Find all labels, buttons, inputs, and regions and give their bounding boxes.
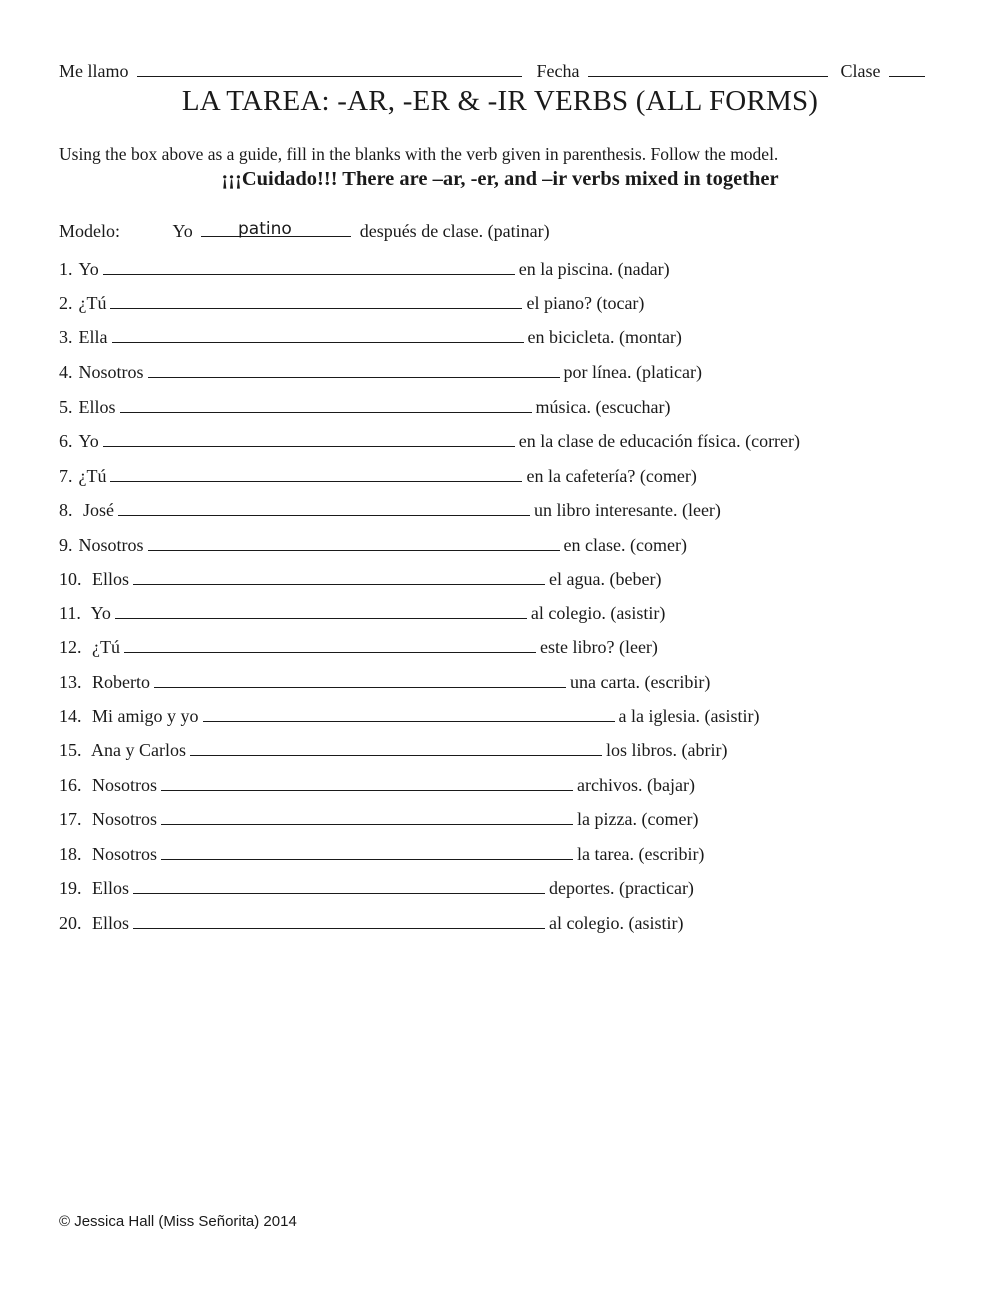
answer-blank[interactable] <box>161 843 573 860</box>
item-subject: Ellos <box>87 878 130 898</box>
item-number: 14. <box>59 706 82 726</box>
item-prompt: la pizza. (comer) <box>577 809 699 829</box>
exercise-item <box>59 534 687 556</box>
answer-blank[interactable] <box>148 534 560 551</box>
answer-blank[interactable] <box>110 292 522 309</box>
exercise-item <box>59 912 683 934</box>
item-number: 16. <box>59 775 82 795</box>
item-subject: Ellos <box>78 397 116 417</box>
name-blank[interactable] <box>137 60 522 77</box>
item-prompt: archivos. (bajar) <box>577 775 695 795</box>
item-prompt: a la iglesia. (asistir) <box>618 706 760 726</box>
exercise-item <box>59 808 698 830</box>
exercise-item <box>59 465 697 487</box>
class-blank[interactable] <box>889 60 925 77</box>
exercise-item <box>59 877 694 899</box>
answer-blank[interactable] <box>124 636 536 653</box>
copyright-footer: © Jessica Hall (Miss Señorita) 2014 <box>59 1213 297 1230</box>
answer-blank[interactable] <box>161 774 573 791</box>
warning-text: ¡¡¡Cuidado!!! There are –ar, -er, and –ir verbs mixed in together <box>221 168 779 190</box>
item-number: 10. <box>59 569 82 589</box>
item-prompt: el piano? (tocar) <box>526 293 645 313</box>
exercise-item <box>59 636 658 658</box>
item-number: 4. <box>59 362 73 382</box>
item-number: 5. <box>59 397 73 417</box>
answer-blank[interactable] <box>112 326 524 343</box>
model-label: Modelo: <box>59 221 120 241</box>
item-number: 1. <box>59 259 73 279</box>
item-subject: Roberto <box>87 672 150 692</box>
exercise-item <box>59 326 682 348</box>
answer-blank[interactable] <box>203 705 615 722</box>
answer-blank[interactable] <box>103 430 515 447</box>
answer-blank[interactable] <box>148 361 560 378</box>
item-subject: Ana y Carlos <box>87 740 186 760</box>
item-number: 17. <box>59 809 82 829</box>
exercise-item <box>59 396 670 418</box>
item-subject: Nosotros <box>87 809 158 829</box>
answer-blank[interactable] <box>133 912 545 929</box>
item-prompt: un libro interesante. (leer) <box>534 500 721 520</box>
answer-blank[interactable] <box>154 671 566 688</box>
item-number: 12. <box>59 637 82 657</box>
item-prompt: en la piscina. (nadar) <box>518 259 670 279</box>
item-number: 15. <box>59 740 82 760</box>
item-number: 9. <box>59 535 73 555</box>
instructions: Using the box above as a guide, fill in the blanks with the verb given in parenthesis. Follow the model. <box>59 144 779 164</box>
class-label: Clase <box>840 61 881 81</box>
item-prompt: los libros. (abrir) <box>606 740 728 760</box>
item-prompt: al colegio. (asistir) <box>549 913 684 933</box>
answer-blank[interactable] <box>133 568 545 585</box>
answer-blank[interactable] <box>190 739 602 756</box>
item-subject: Yo <box>78 259 99 279</box>
item-number: 3. <box>59 327 73 347</box>
model-row <box>59 220 550 242</box>
item-subject: Yo <box>86 603 111 623</box>
answer-blank[interactable] <box>133 877 545 894</box>
item-prompt: en bicicleta. (montar) <box>527 327 682 347</box>
item-prompt: por línea. (platicar) <box>563 362 702 382</box>
item-prompt: en clase. (comer) <box>563 535 687 555</box>
exercise-item <box>59 499 721 521</box>
item-number: 11. <box>59 603 81 623</box>
answer-blank[interactable] <box>120 396 532 413</box>
item-subject: Nosotros <box>87 844 158 864</box>
item-prompt: al colegio. (asistir) <box>530 603 666 623</box>
item-number: 7. <box>59 466 73 486</box>
page-title: LA TAREA: -AR, -ER & -IR VERBS (ALL FORMS) <box>181 85 819 117</box>
model-answer: patino <box>238 219 292 239</box>
item-prompt: una carta. (escribir) <box>570 672 711 692</box>
exercise-item <box>59 774 695 796</box>
exercise-item <box>59 671 710 693</box>
item-prompt: la tarea. (escribir) <box>577 844 705 864</box>
item-subject: Nosotros <box>87 775 158 795</box>
exercise-item <box>59 843 704 865</box>
item-subject: ¿Tú <box>87 637 120 657</box>
answer-blank[interactable] <box>115 602 527 619</box>
exercise-item <box>59 292 644 314</box>
exercise-item <box>59 361 702 383</box>
date-label: Fecha <box>536 61 580 81</box>
item-number: 19. <box>59 878 82 898</box>
item-prompt: el agua. (beber) <box>549 569 662 589</box>
exercise-item <box>59 602 665 624</box>
item-number: 6. <box>59 431 73 451</box>
item-subject: José <box>78 500 114 520</box>
item-subject: Nosotros <box>78 362 144 382</box>
item-prompt: este libro? (leer) <box>539 637 658 657</box>
item-number: 2. <box>59 293 73 313</box>
name-label: Me llamo <box>59 61 129 81</box>
item-subject: ¿Tú <box>78 466 107 486</box>
item-prompt: en la cafetería? (comer) <box>526 466 697 486</box>
model-rest: después de clase. (patinar) <box>359 221 550 241</box>
date-blank[interactable] <box>588 60 828 77</box>
item-subject: Ella <box>78 327 108 347</box>
exercise-item <box>59 568 661 590</box>
answer-blank[interactable] <box>118 499 530 516</box>
item-number: 20. <box>59 913 82 933</box>
item-subject: Mi amigo y yo <box>87 706 199 726</box>
exercise-item <box>59 258 670 280</box>
item-subject: Ellos <box>87 569 130 589</box>
item-subject: Yo <box>78 431 99 451</box>
model-subject: Yo <box>172 221 193 241</box>
item-subject: Ellos <box>87 913 130 933</box>
answer-blank[interactable] <box>103 258 515 275</box>
item-subject: ¿Tú <box>78 293 107 313</box>
exercise-item <box>59 739 727 761</box>
item-number: 18. <box>59 844 82 864</box>
header-line <box>59 60 925 82</box>
exercise-item <box>59 430 800 452</box>
answer-blank[interactable] <box>161 808 573 825</box>
item-subject: Nosotros <box>78 535 144 555</box>
item-prompt: deportes. (practicar) <box>549 878 694 898</box>
item-prompt: en la clase de educación física. (correr) <box>518 431 801 451</box>
answer-blank[interactable] <box>110 465 522 482</box>
item-number: 8. <box>59 500 73 520</box>
item-prompt: música. (escuchar) <box>535 397 671 417</box>
exercise-item <box>59 705 759 727</box>
item-number: 13. <box>59 672 82 692</box>
